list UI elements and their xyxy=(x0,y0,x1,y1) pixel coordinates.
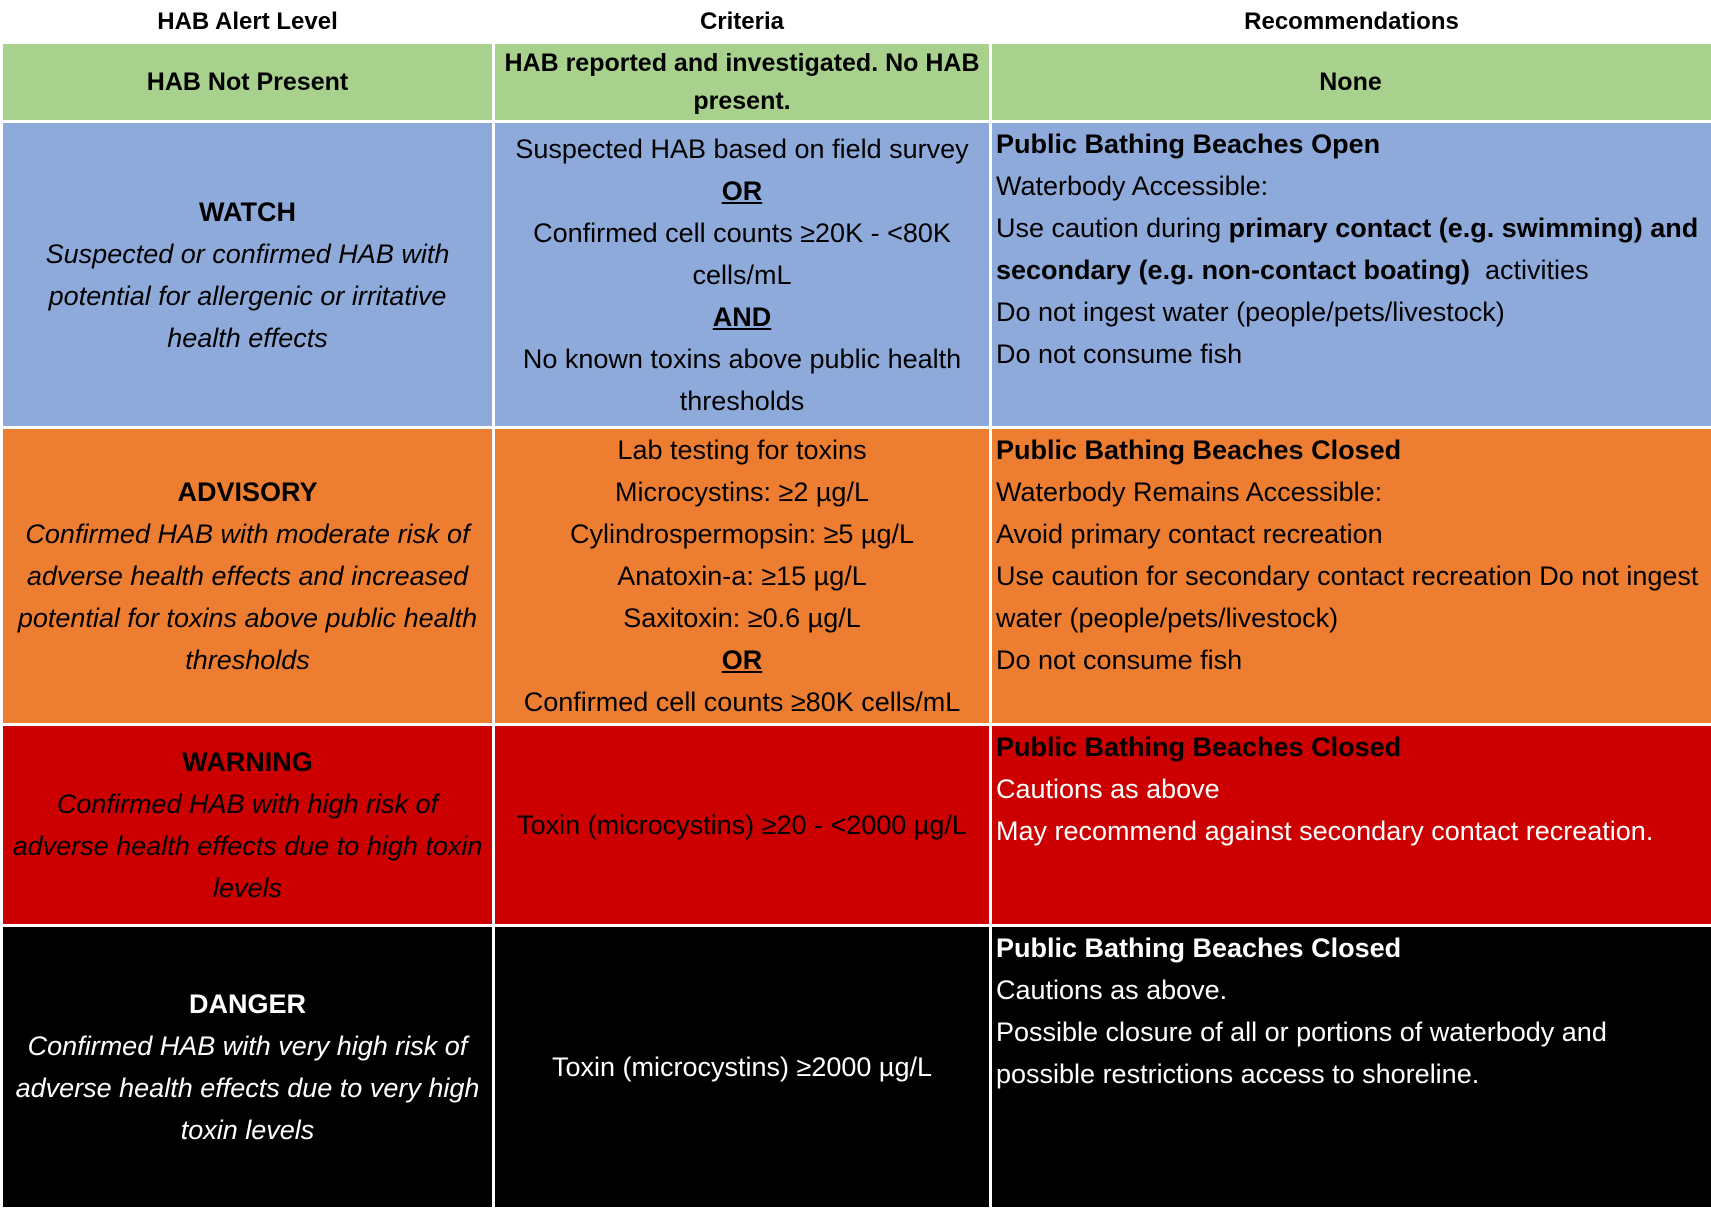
alert-level-description: Confirmed HAB with very high risk of adverse health effects due to very high toxin levels xyxy=(9,1025,486,1151)
recommendation-line: May recommend against secondary contact recreation. xyxy=(996,810,1705,852)
alert-level-cell xyxy=(2,725,494,926)
criteria-conjunction: OR xyxy=(501,170,983,212)
recommendations-cell xyxy=(991,122,1711,428)
alert-level-name: WATCH xyxy=(9,191,486,233)
recommendation-line: Use caution for secondary contact recreation Do not ingest water (people/pets/livestock) xyxy=(996,555,1705,639)
alert-level-description: Suspected or confirmed HAB with potential for allergenic or irritative health effects xyxy=(9,233,486,359)
recommendation-line: Possible closure of all or portions of waterbody and possible restrictions access to shoreline. xyxy=(996,1011,1705,1095)
recommendations-cell xyxy=(991,43,1711,122)
recommendation-line: Do not consume fish xyxy=(996,639,1705,681)
header-alert-level: HAB Alert Level xyxy=(2,2,494,43)
recommendation-line: Waterbody Remains Accessible: xyxy=(996,471,1705,513)
criteria-line: Lab testing for toxins xyxy=(501,429,983,471)
criteria-line: HAB reported and investigated. No HAB present. xyxy=(504,49,979,115)
criteria-cell xyxy=(494,43,991,122)
alert-level-name: WARNING xyxy=(9,741,486,783)
criteria-line: Anatoxin-a: ≥15 µg/L xyxy=(501,555,983,597)
criteria-line: Suspected HAB based on field survey xyxy=(501,128,983,170)
criteria-line: Toxin (microcystins) ≥2000 µg/L xyxy=(501,1046,983,1088)
criteria-conjunction: OR xyxy=(501,639,983,681)
header-row xyxy=(2,2,1711,43)
recommendation-line: Avoid primary contact recreation xyxy=(996,513,1705,555)
recommendation-line: Do not ingest water (people/pets/livestock) xyxy=(996,291,1705,333)
criteria-conjunction: AND xyxy=(501,296,983,338)
criteria-line: Cylindrospermopsin: ≥5 µg/L xyxy=(501,513,983,555)
recommendations-cell xyxy=(991,725,1711,926)
recommendation-line: Waterbody Accessible: xyxy=(996,165,1705,207)
criteria-line: No known toxins above public health thresholds xyxy=(501,338,983,422)
criteria-cell xyxy=(494,428,991,725)
alert-level-cell xyxy=(2,926,494,1209)
alert-level-cell xyxy=(2,428,494,725)
row-danger xyxy=(2,926,1711,1209)
recommendations-heading: Public Bathing Beaches Open xyxy=(996,123,1705,165)
row-not-present xyxy=(2,43,1711,122)
row-watch xyxy=(2,122,1711,428)
criteria-line: Microcystins: ≥2 µg/L xyxy=(501,471,983,513)
criteria-line: Saxitoxin: ≥0.6 µg/L xyxy=(501,597,983,639)
alert-level-description: Confirmed HAB with moderate risk of adverse health effects and increased potential for toxins above public health thresholds xyxy=(9,513,486,681)
alert-level-name: HAB Not Present xyxy=(147,68,348,96)
recommendations-heading: Public Bathing Beaches Closed xyxy=(996,429,1705,471)
recommendation-line: None xyxy=(1319,68,1382,96)
criteria-cell xyxy=(494,725,991,926)
recommendation-line: Do not consume fish xyxy=(996,333,1705,375)
row-warning xyxy=(2,725,1711,926)
header-recommendations: Recommendations xyxy=(991,2,1711,43)
recommendation-emphasis: primary contact (e.g. swimming) and secondary (e.g. non-contact boating) xyxy=(996,213,1698,285)
criteria-line: Confirmed cell counts ≥80K cells/mL xyxy=(501,681,983,723)
recommendations-heading: Public Bathing Beaches Closed xyxy=(996,726,1705,768)
criteria-line: Confirmed cell counts ≥20K - <80K cells/mL xyxy=(501,212,983,296)
alert-level-name: ADVISORY xyxy=(9,471,486,513)
alert-level-description: Confirmed HAB with high risk of adverse health effects due to high toxin levels xyxy=(9,783,486,909)
recommendation-text: Use caution during xyxy=(996,213,1229,243)
recommendation-line: Cautions as above. xyxy=(996,969,1705,1011)
header-criteria: Criteria xyxy=(494,2,991,43)
alert-level-cell xyxy=(2,43,494,122)
recommendations-cell xyxy=(991,926,1711,1209)
criteria-cell xyxy=(494,122,991,428)
recommendation-line xyxy=(996,207,1705,291)
criteria-cell xyxy=(494,926,991,1209)
recommendations-heading: Public Bathing Beaches Closed xyxy=(996,927,1705,969)
alert-level-name: DANGER xyxy=(9,983,486,1025)
recommendation-line: Cautions as above xyxy=(996,768,1705,810)
criteria-line: Toxin (microcystins) ≥20 - <2000 µg/L xyxy=(501,804,983,846)
row-advisory xyxy=(2,428,1711,725)
alert-level-cell xyxy=(2,122,494,428)
recommendations-cell xyxy=(991,428,1711,725)
recommendation-text: activities xyxy=(1470,255,1589,285)
